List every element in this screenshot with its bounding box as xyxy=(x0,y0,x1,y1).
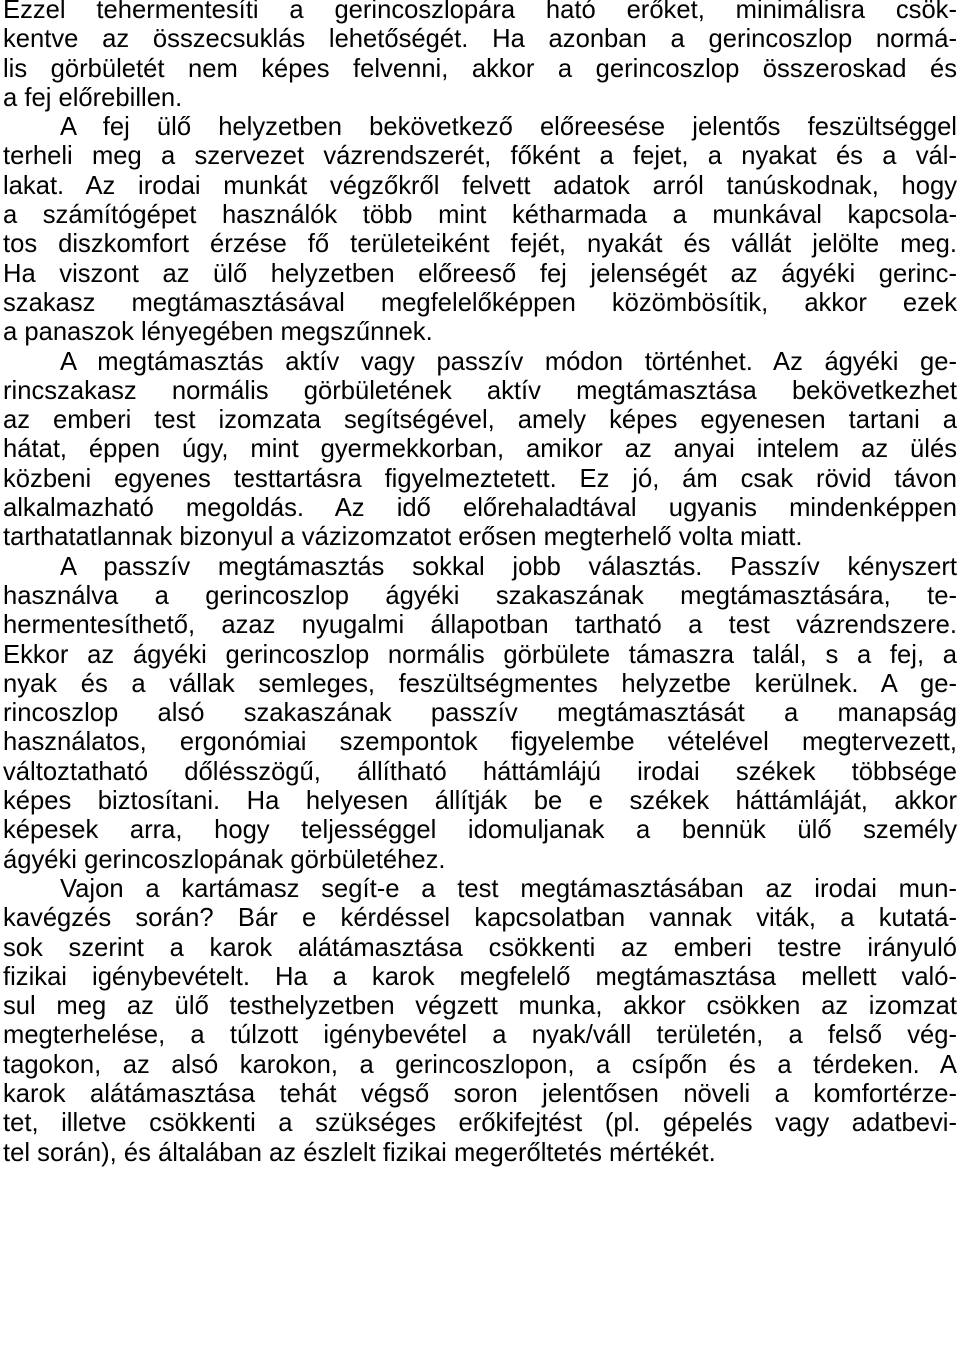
text-line: sok szerint a karok alátámasztása csökkenti az emberi testre irányuló xyxy=(3,933,957,962)
text-line: A megtámasztás aktív vagy passzív módon történhet. Az ágyéki ge- xyxy=(60,347,957,376)
text-line: kentve az összecsuklás lehetőségét. Ha azonban a gerincoszlop normá- xyxy=(3,25,957,54)
text-line: hátat, éppen úgy, mint gyermekkorban, amikor az anyai intelem az ülés xyxy=(3,435,957,464)
text-line: Ezzel tehermentesíti a gerincoszlopára ható erőket, minimálisra csök- xyxy=(3,0,957,24)
text-line: a panaszok lényegében megszűnnek. xyxy=(3,318,433,347)
text-line: A fej ülő helyzetben bekövetkező előreesése jelentős feszültséggel xyxy=(60,113,957,142)
text-line: Ekkor az ágyéki gerincoszlop normális görbülete támaszra talál, s a fej, a xyxy=(3,640,957,669)
text-line: alkalmazható megoldás. Az idő előrehaladtával ugyanis mindenképpen xyxy=(3,494,957,523)
text-line: Ha viszont az ülő helyzetben előreeső fej jelenségét az ágyéki gerinc- xyxy=(3,259,957,288)
text-line: Vajon a kartámasz segít-e a test megtámasztásában az irodai mun- xyxy=(60,874,957,903)
text-line: hermentesíthető, azaz nyugalmi állapotban tartható a test vázrendszere. xyxy=(3,611,957,640)
text-line: a számítógépet használók több mint kétharmada a munkával kapcsola- xyxy=(3,201,957,230)
text-line: közbeni egyenes testtartásra figyelmeztetett. Ez jó, ám csak rövid távon xyxy=(3,464,957,493)
text-line: tet, illetve csökkenti a szükséges erőkifejtést (pl. gépelés vagy adatbevi- xyxy=(3,1109,957,1138)
text-line: sul meg az ülő testhelyzetben végzett munka, akkor csökken az izomzat xyxy=(3,992,957,1021)
text-line: képesek arra, hogy teljességgel idomuljanak a bennük ülő személy xyxy=(3,816,957,845)
text-line: terheli meg a szervezet vázrendszerét, főként a fejet, a nyakat és a vál- xyxy=(3,142,957,171)
text-line: tel során), és általában az észlelt fizikai megerőltetés mértékét. xyxy=(3,1138,716,1167)
text-line: tarthatatlannak bizonyul a vázizomzatot erősen megterhelő volta miatt. xyxy=(3,523,803,552)
text-line: ágyéki gerincoszlopának görbületéhez. xyxy=(3,845,446,874)
text-line: nyak és a vállak semleges, feszültségmentes helyzetbe kerülnek. A ge- xyxy=(3,669,957,698)
text-line: az emberi test izomzata segítségével, amely képes egyenesen tartani a xyxy=(3,406,957,435)
text-line: szakasz megtámasztásával megfelelőképpen közömbösítik, akkor ezek xyxy=(3,288,957,317)
text-line: változtatható dőlésszögű, állítható háttámlájú irodai székek többsége xyxy=(3,757,957,786)
text-line: fizikai igénybevételt. Ha a karok megfelelő megtámasztása mellett való- xyxy=(3,962,957,991)
text-line: tagokon, az alsó karokon, a gerincoszlopon, a csípőn és a térdeken. A xyxy=(3,1050,957,1079)
text-line: képes biztosítani. Ha helyesen állítják be e székek háttámláját, akkor xyxy=(3,787,957,816)
text-line: karok alátámasztása tehát végső soron jelentősen növeli a komfortérze- xyxy=(3,1079,957,1108)
text-line: a fej előrebillen. xyxy=(3,83,183,112)
text-line: használva a gerincoszlop ágyéki szakaszának megtámasztására, te- xyxy=(3,581,957,610)
text-line: rincszakasz normális görbületének aktív megtámasztása bekövetkezhet xyxy=(3,376,957,405)
text-line: kavégzés során? Bár e kérdéssel kapcsolatban vannak viták, a kutatá- xyxy=(3,904,957,933)
text-line: rincoszlop alsó szakaszának passzív megtámasztását a manapság xyxy=(3,699,957,728)
text-line: megterhelése, a túlzott igénybevétel a nyak/váll területén, a felső vég- xyxy=(3,1021,957,1050)
text-line: lis görbületét nem képes felvenni, akkor a gerincoszlop összeroskad és xyxy=(3,54,957,83)
text-line: lakat. Az irodai munkát végzőkről felvett adatok arról tanúskodnak, hogy xyxy=(3,171,957,200)
text-line: tos diszkomfort érzése fő területeiként fejét, nyakát és vállát jelölte meg. xyxy=(3,230,957,259)
text-line: használatos, ergonómiai szempontok figyelembe vételével megtervezett, xyxy=(3,728,957,757)
text-line: A passzív megtámasztás sokkal jobb választás. Passzív kényszert xyxy=(60,552,957,581)
